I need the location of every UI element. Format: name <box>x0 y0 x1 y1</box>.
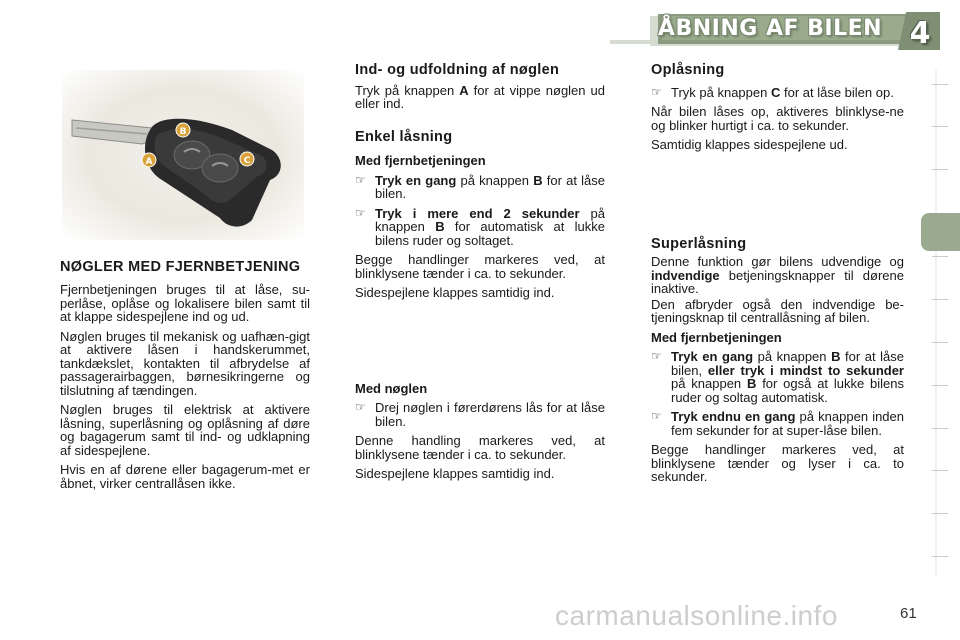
hand-pointer-icon: ☞ <box>355 172 366 187</box>
watermark: carmanualsonline.info <box>555 600 838 631</box>
paragraph: Nøglen bruges til mekanisk og uafhæn-gigt at aktivere låsen i handskerummet, tankdækslet, kontakten til afbrydelse af passagerairbaggen, børnesikringerne og tilslutning af tændingen. <box>60 328 310 398</box>
paragraph: Hvis en af dørene eller bagagerum-met er åbnet, virker centrallåsen ikke. <box>60 462 310 491</box>
tab-divider <box>932 470 948 471</box>
chapter-number: 4 <box>909 16 931 51</box>
svg-text:A: A <box>145 157 153 167</box>
bullet-item: ☞ Tryk på knappen C for at låse bilen op. <box>651 84 894 100</box>
chapter-tabs <box>926 70 960 575</box>
tab-divider <box>932 342 948 343</box>
hand-pointer-icon: ☞ <box>355 400 366 414</box>
tab-divider <box>932 256 948 257</box>
hand-pointer-icon: ☞ <box>355 205 366 220</box>
tab-divider <box>932 299 948 300</box>
section-heading-unlock: Oplåsning <box>651 62 725 78</box>
subheading-key: Med nøglen <box>355 380 428 396</box>
tab-divider <box>932 428 948 429</box>
paragraph: Begge handlinger markeres ved, at blinklysene tænder i ca. to sekunder. <box>355 252 605 281</box>
page-number: 61 <box>900 605 917 622</box>
hand-pointer-icon: ☞ <box>651 349 662 363</box>
bullet-item: ☞ Tryk endnu en gang på knappen inden fem sekunder for at super-låse bilen. <box>651 409 904 438</box>
tab-chapter-4-active[interactable] <box>921 213 960 251</box>
column-3 <box>651 64 904 490</box>
hand-pointer-icon: ☞ <box>651 409 662 423</box>
paragraph-fold: Tryk på knappen A for at vippe nøglen ud eller ind. <box>355 82 606 111</box>
hand-pointer-icon: ☞ <box>651 84 662 99</box>
section-heading-superlock: Superlåsning <box>651 235 747 252</box>
section-heading-fold: Ind- og udfoldning af nøglen <box>355 62 560 78</box>
paragraph: Nøglen bruges til elektrisk at aktivere låsning, superlåsning og oplåsning af døre og bagagerum samt til ind- og udklapning af sidespejlene. <box>60 402 310 458</box>
paragraph: Når bilen låses op, aktiveres blinklyse-ne og blinker hurtigt i ca. to sekunder. <box>651 104 904 133</box>
subheading-remote: Med fjernbetjeningen <box>651 329 782 345</box>
paragraph: Begge handlinger markeres ved, at blinklysene tænder og lyser i ca. to sekunder. <box>651 442 904 484</box>
svg-text:C: C <box>243 156 251 166</box>
subheading-remote: Med fjernbetjeningen <box>355 153 486 168</box>
tab-divider <box>932 556 948 557</box>
paragraph: Den afbryder også den indvendige be-tjeningsknap til centrallåsning af bilen. <box>651 296 904 325</box>
tab-divider <box>932 385 948 386</box>
bullet-item: ☞ Drej nøglen i førerdørens lås for at låse bilen. <box>355 400 605 429</box>
column-1 <box>60 260 310 496</box>
section-heading-keys: NØGLER MED FJERNBETJENING <box>60 259 301 275</box>
paragraph: Sidespejlene klappes samtidig ind. <box>355 285 555 300</box>
page-title: ÅBNING AF BILEN <box>657 16 883 41</box>
tab-divider <box>932 84 948 85</box>
bullet-item: ☞ Tryk i mere end 2 sekunder på knappen B for automatisk at lukke bilens ruder og soltaget. <box>355 205 605 248</box>
paragraph: Fjernbetjeningen bruges til at låse, su-perlåse, oplåse og lokalisere bilen samt til at klappe sidespejlene ind og ud. <box>60 282 310 324</box>
paragraph: Sidespejlene klappes samtidig ind. <box>355 466 555 481</box>
tab-divider <box>932 126 948 127</box>
paragraph: Denne handling markeres ved, at blinklysene tænder i ca. to sekunder. <box>355 433 605 462</box>
column-2 <box>355 64 605 487</box>
remote-key-photo <box>62 70 304 240</box>
bullet-item: ☞ Tryk en gang på knappen B for at låse bilen, eller tryk i mindst to sekunder på knappen B for også at lukke bilens ruder og soltag automatisk. <box>651 349 904 405</box>
paragraph: Denne funktion gør bilens udvendige og indvendige betjeningsknapper til dørene inaktive. <box>651 254 904 296</box>
bullet-item: ☞ Tryk en gang på knappen B for at låse bilen. <box>355 172 605 201</box>
section-heading-lock: Enkel låsning <box>355 128 453 145</box>
tab-divider <box>932 513 948 514</box>
tab-divider <box>932 169 948 170</box>
svg-text:B: B <box>179 127 187 137</box>
paragraph: Samtidig klappes sidespejlene ud. <box>651 137 848 152</box>
